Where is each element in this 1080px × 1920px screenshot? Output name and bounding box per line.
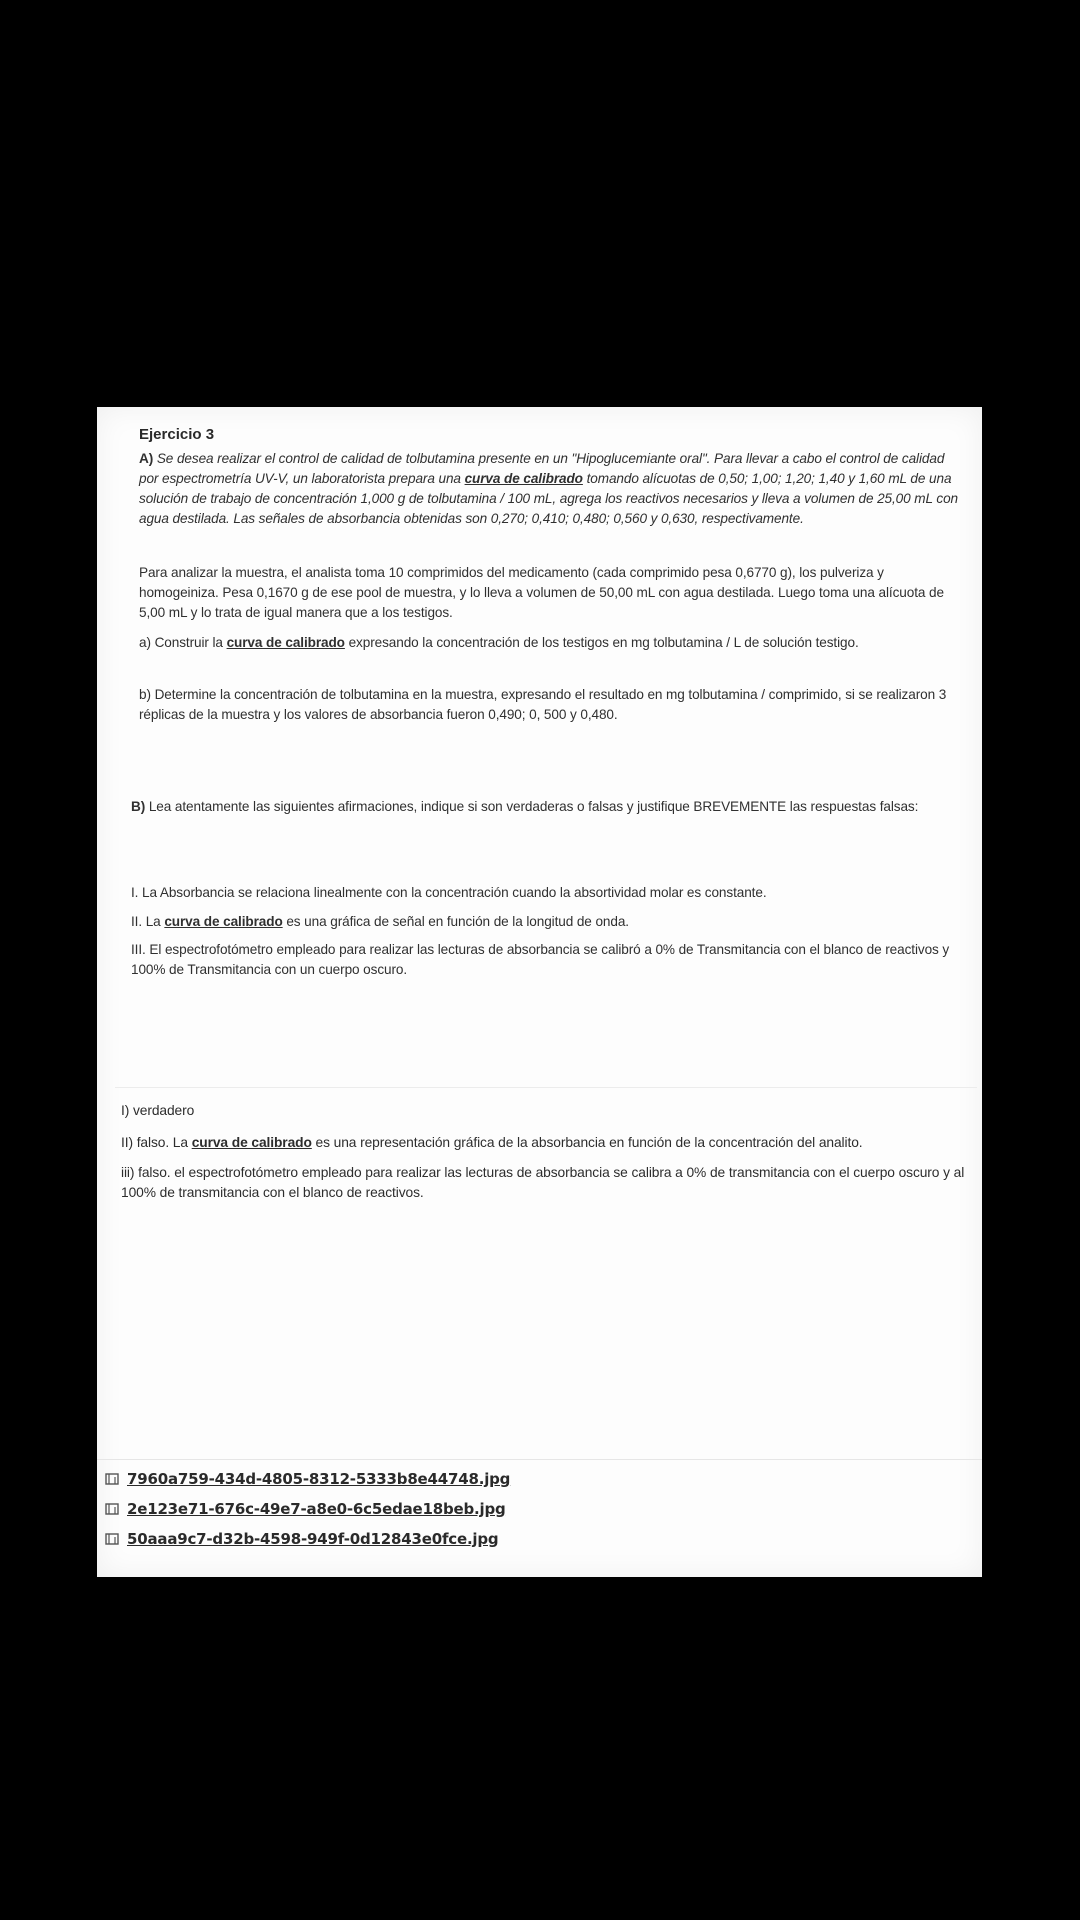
document-page: [97, 407, 982, 1577]
statement-2-prefix: II. La: [131, 914, 161, 929]
part-b-label: B): [131, 799, 146, 814]
attachment-link[interactable]: 7960a759-434d-4805-8312-5333b8e44748.jpg: [127, 1470, 511, 1488]
statement-2: [131, 912, 969, 932]
attachment-item[interactable]: [105, 1494, 705, 1524]
question-b: b) Determine la concentración de tolbutamina en la muestra, expresando el resultado en mg tolbutamina / comprimido, si se realizaron 3 réplicas de la muestra y los valores de absorbancia fueron 0,490; 0, 500 y 0,480.: [139, 687, 947, 722]
question-a: [139, 633, 959, 653]
part-a-statement: [139, 449, 959, 529]
calibration-curve-link[interactable]: curva de calibrado: [464, 471, 583, 486]
statement-3: III. El espectrofotómetro empleado para realizar las lecturas de absorbancia se calibró a 0% de Transmitancia con el blanco de reactivos y 100% de Transmitancia con un cuerpo oscuro.: [131, 942, 950, 977]
part-b-statement: [131, 797, 969, 817]
part-a-label: A): [139, 451, 154, 466]
question-a-prefix: a) Construir la: [139, 635, 223, 650]
statement-2-rest: es una gráfica de señal en función de la longitud de onda.: [286, 914, 629, 929]
answer-3: iii) falso. el espectrofotómetro empleado para realizar las lecturas de absorbancia se calibra a 0% de transmitancia con el cuerpo oscuro y al 100% de transmitancia con el blanco de reactivos.: [121, 1165, 965, 1200]
question-a-rest: expresando la concentración de los testigos en mg tolbutamina / L de solución testigo.: [348, 635, 859, 650]
calibration-curve-link[interactable]: curva de calibrado: [191, 1135, 312, 1150]
answer-divider: [115, 1087, 977, 1088]
attachment-link[interactable]: 2e123e71-676c-49e7-a8e0-6c5edae18beb.jpg: [127, 1500, 506, 1518]
attachment-list: [105, 1464, 705, 1554]
exercise-title: Ejercicio 3: [139, 426, 215, 443]
image-file-icon: [105, 1532, 119, 1546]
attachment-link[interactable]: 50aaa9c7-d32b-4598-949f-0d12843e0fce.jpg: [127, 1530, 499, 1548]
part-b-intro: Lea atentamente las siguientes afirmaciones, indique si son verdaderas o falsas y justifique BREVEMENTE las respuestas falsas:: [148, 799, 919, 814]
image-file-icon: [105, 1502, 119, 1516]
statement-1: I. La Absorbancia se relaciona linealmente con la concentración cuando la absortividad molar es constante.: [131, 885, 767, 900]
answer-2-rest: es una representación gráfica de la absorbancia en función de la concentración del analito.: [315, 1135, 863, 1150]
image-file-icon: [105, 1472, 119, 1486]
calibration-curve-link[interactable]: curva de calibrado: [226, 635, 345, 650]
answer-2-prefix: II) falso. La: [121, 1135, 188, 1150]
attachments-divider: [97, 1459, 982, 1460]
part-a-intro-rest: tomando alícuotas de 0,50; 1,00; 1,20; 1,40 y 1,60 mL de una solución de trabajo de concentración 1,000 g de tolbutamina / 100 mL, agrega los reactivos necesarios y lleva a volumen de 25,00 mL con agua destilada. Las señales de absorbancia obtenidas son 0,270; 0,410; 0,480; 0,560 y 0,630, respectivamente.: [139, 471, 959, 526]
sample-description: Para analizar la muestra, el analista toma 10 comprimidos del medicamento (cada comprimido pesa 0,6770 g), los pulveriza y homogeiniza. Pesa 0,1670 g de ese pool de muestra, y lo lleva a volumen de 50,00 mL con agua destilada. Luego toma una alícuota de 5,00 mL y lo trata de igual manera que a los testigos.: [139, 565, 944, 620]
answer-2: [121, 1133, 981, 1153]
part-a-intro: Se desea realizar el control de calidad de tolbutamina presente en un "Hipoglucemiante oral". Para llevar a cabo el control de calidad por espectrometría UV-V, un laboratorista prepara una: [139, 451, 945, 486]
answer-1: I) verdadero: [121, 1103, 195, 1118]
calibration-curve-link[interactable]: curva de calibrado: [164, 914, 283, 929]
attachment-item[interactable]: [105, 1524, 705, 1554]
attachment-item[interactable]: [105, 1464, 705, 1494]
